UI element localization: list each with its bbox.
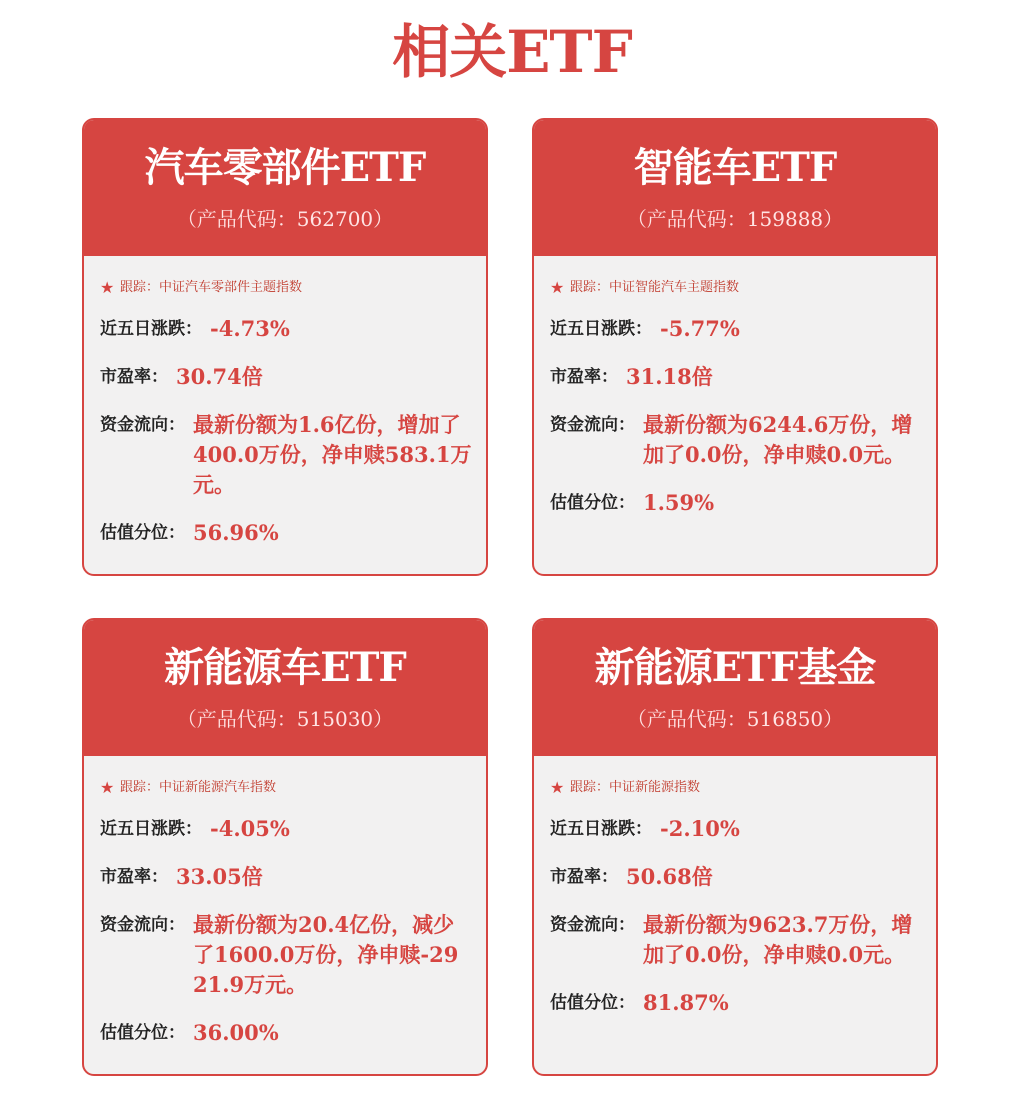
five-day-row <box>100 314 472 344</box>
fund-flow-value: 最新份额为20.4亿份，减少了1600.0万份，净申赎-2921.9万元。 <box>193 912 459 997</box>
star-icon: ★ <box>100 778 115 797</box>
five-day-value: -2.10% <box>660 816 740 841</box>
star-icon: ★ <box>550 278 565 297</box>
track-row <box>550 776 922 800</box>
valuation-row <box>550 488 922 518</box>
card-code: （产品代码：562700） <box>176 207 394 231</box>
etf-card-new-energy-fund <box>532 618 938 1076</box>
fund-flow-label: 资金流向： <box>100 415 185 435</box>
pe-label: 市盈率： <box>550 867 618 887</box>
pe-row <box>100 862 472 892</box>
five-day-row <box>550 314 922 344</box>
five-day-value: -4.73% <box>210 316 290 341</box>
five-day-label: 近五日涨跌： <box>550 819 652 839</box>
card-name: 新能源车ETF <box>164 644 406 691</box>
card-code: （产品代码：516850） <box>626 707 844 731</box>
card-name: 新能源ETF基金 <box>594 644 876 691</box>
valuation-label: 估值分位： <box>100 1023 185 1043</box>
pe-label: 市盈率： <box>100 367 168 387</box>
track-row <box>100 776 472 800</box>
etf-card-smart-car <box>532 118 938 576</box>
fund-flow-value: 最新份额为1.6亿份，增加了400.0万份，净申赎583.1万元。 <box>193 412 472 497</box>
track-index: 中证新能源指数 <box>609 780 701 795</box>
etf-card-auto-parts <box>82 118 488 576</box>
five-day-label: 近五日涨跌： <box>100 819 202 839</box>
card-body <box>550 276 922 536</box>
card-name: 汽车零部件ETF <box>144 144 426 191</box>
pe-value: 50.68倍 <box>626 864 713 889</box>
fund-flow-row <box>550 910 922 970</box>
valuation-row <box>550 988 922 1018</box>
card-header <box>534 620 936 756</box>
fund-flow-label: 资金流向： <box>550 415 635 435</box>
five-day-value: -5.77% <box>660 316 740 341</box>
card-code: （产品代码：159888） <box>626 207 844 231</box>
star-icon: ★ <box>100 278 115 297</box>
valuation-value: 56.96% <box>193 520 279 545</box>
valuation-label: 估值分位： <box>550 493 635 513</box>
card-header <box>84 120 486 256</box>
five-day-row <box>550 814 922 844</box>
pe-value: 33.05倍 <box>176 864 263 889</box>
card-body <box>100 776 472 1066</box>
track-index: 中证汽车零部件主题指数 <box>159 280 303 295</box>
valuation-row <box>100 1018 472 1048</box>
card-code: （产品代码：515030） <box>176 707 394 731</box>
track-label: 跟踪： <box>570 280 610 295</box>
card-body <box>550 776 922 1036</box>
track-index: 中证新能源汽车指数 <box>159 780 277 795</box>
pe-row <box>550 862 922 892</box>
valuation-value: 81.87% <box>643 990 729 1015</box>
valuation-value: 1.59% <box>643 490 715 515</box>
fund-flow-row <box>100 410 472 500</box>
fund-flow-label: 资金流向： <box>550 915 635 935</box>
five-day-label: 近五日涨跌： <box>550 319 652 339</box>
track-row <box>550 276 922 300</box>
five-day-label: 近五日涨跌： <box>100 319 202 339</box>
card-header <box>534 120 936 256</box>
pe-row <box>550 362 922 392</box>
pe-row <box>100 362 472 392</box>
pe-label: 市盈率： <box>100 867 168 887</box>
pe-label: 市盈率： <box>550 367 618 387</box>
card-name: 智能车ETF <box>633 144 837 191</box>
valuation-row <box>100 518 472 548</box>
card-header <box>84 620 486 756</box>
fund-flow-row <box>550 410 922 470</box>
fund-flow-label: 资金流向： <box>100 915 185 935</box>
five-day-value: -4.05% <box>210 816 290 841</box>
track-row <box>100 276 472 300</box>
track-label: 跟踪： <box>120 280 160 295</box>
track-index: 中证智能汽车主题指数 <box>609 280 740 295</box>
track-label: 跟踪： <box>120 780 160 795</box>
pe-value: 31.18倍 <box>626 364 713 389</box>
etf-card-new-energy-vehicle <box>82 618 488 1076</box>
fund-flow-value: 最新份额为9623.7万份，增加了0.0份，净申赎0.0元。 <box>643 912 913 967</box>
track-label: 跟踪： <box>570 780 610 795</box>
fund-flow-value: 最新份额为6244.6万份，增加了0.0份，净申赎0.0元。 <box>643 412 913 467</box>
fund-flow-row <box>100 910 472 1000</box>
valuation-label: 估值分位： <box>550 993 635 1013</box>
valuation-label: 估值分位： <box>100 523 185 543</box>
valuation-value: 36.00% <box>193 1020 279 1045</box>
star-icon: ★ <box>550 778 565 797</box>
card-body <box>100 276 472 566</box>
five-day-row <box>100 814 472 844</box>
page-title: 相关ETF <box>392 18 632 86</box>
pe-value: 30.74倍 <box>176 364 263 389</box>
